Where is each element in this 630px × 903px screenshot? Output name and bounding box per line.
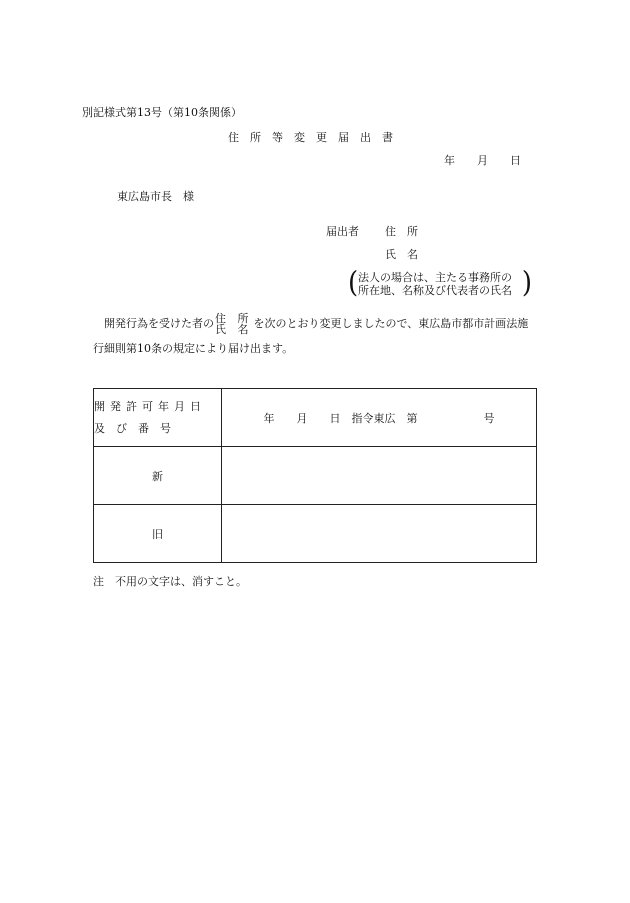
address-name-stack: 住 所 氏 名 xyxy=(215,312,253,336)
form-reference: 別記様式第13号（第10条関係） xyxy=(82,106,242,119)
filer-label: 届出者 xyxy=(326,225,359,238)
body-paragraph xyxy=(104,312,528,336)
addressee: 東広島市長 様 xyxy=(117,190,194,203)
body-part1: 開発行為を受けた者の xyxy=(104,317,214,330)
body-part2: を次のとおり変更しましたので、東広島市都市計画法施 xyxy=(253,317,529,330)
left-paren: ( xyxy=(348,266,359,300)
filer-address-label: 住 所 xyxy=(385,225,418,238)
old-value-cell[interactable] xyxy=(222,505,537,563)
corporation-note xyxy=(348,266,532,300)
date-line: 年 月 日 xyxy=(444,154,521,167)
body-line2: 行細則第10条の規定により届け出ます。 xyxy=(93,342,294,355)
permit-date-number-value[interactable]: 年 月 日 指令東広 第 号 xyxy=(222,389,537,447)
corporation-note-line2: 所在地、名称及び代表者の氏名 xyxy=(358,284,512,297)
form-title: 住所等変更届出書 xyxy=(228,131,404,144)
filer-name-label: 氏 名 xyxy=(385,248,418,261)
corporation-note-line1: 法人の場合は、主たる事務所の xyxy=(358,271,512,284)
permit-table xyxy=(93,388,537,563)
old-label: 旧 xyxy=(94,505,222,563)
footnote: 注 不用の文字は、消すこと。 xyxy=(93,575,247,588)
permit-date-number-label: 開発許可年月日 及 び 番 号 xyxy=(94,389,222,447)
new-label: 新 xyxy=(94,447,222,505)
right-paren: ) xyxy=(521,266,532,300)
new-value-cell[interactable] xyxy=(222,447,537,505)
